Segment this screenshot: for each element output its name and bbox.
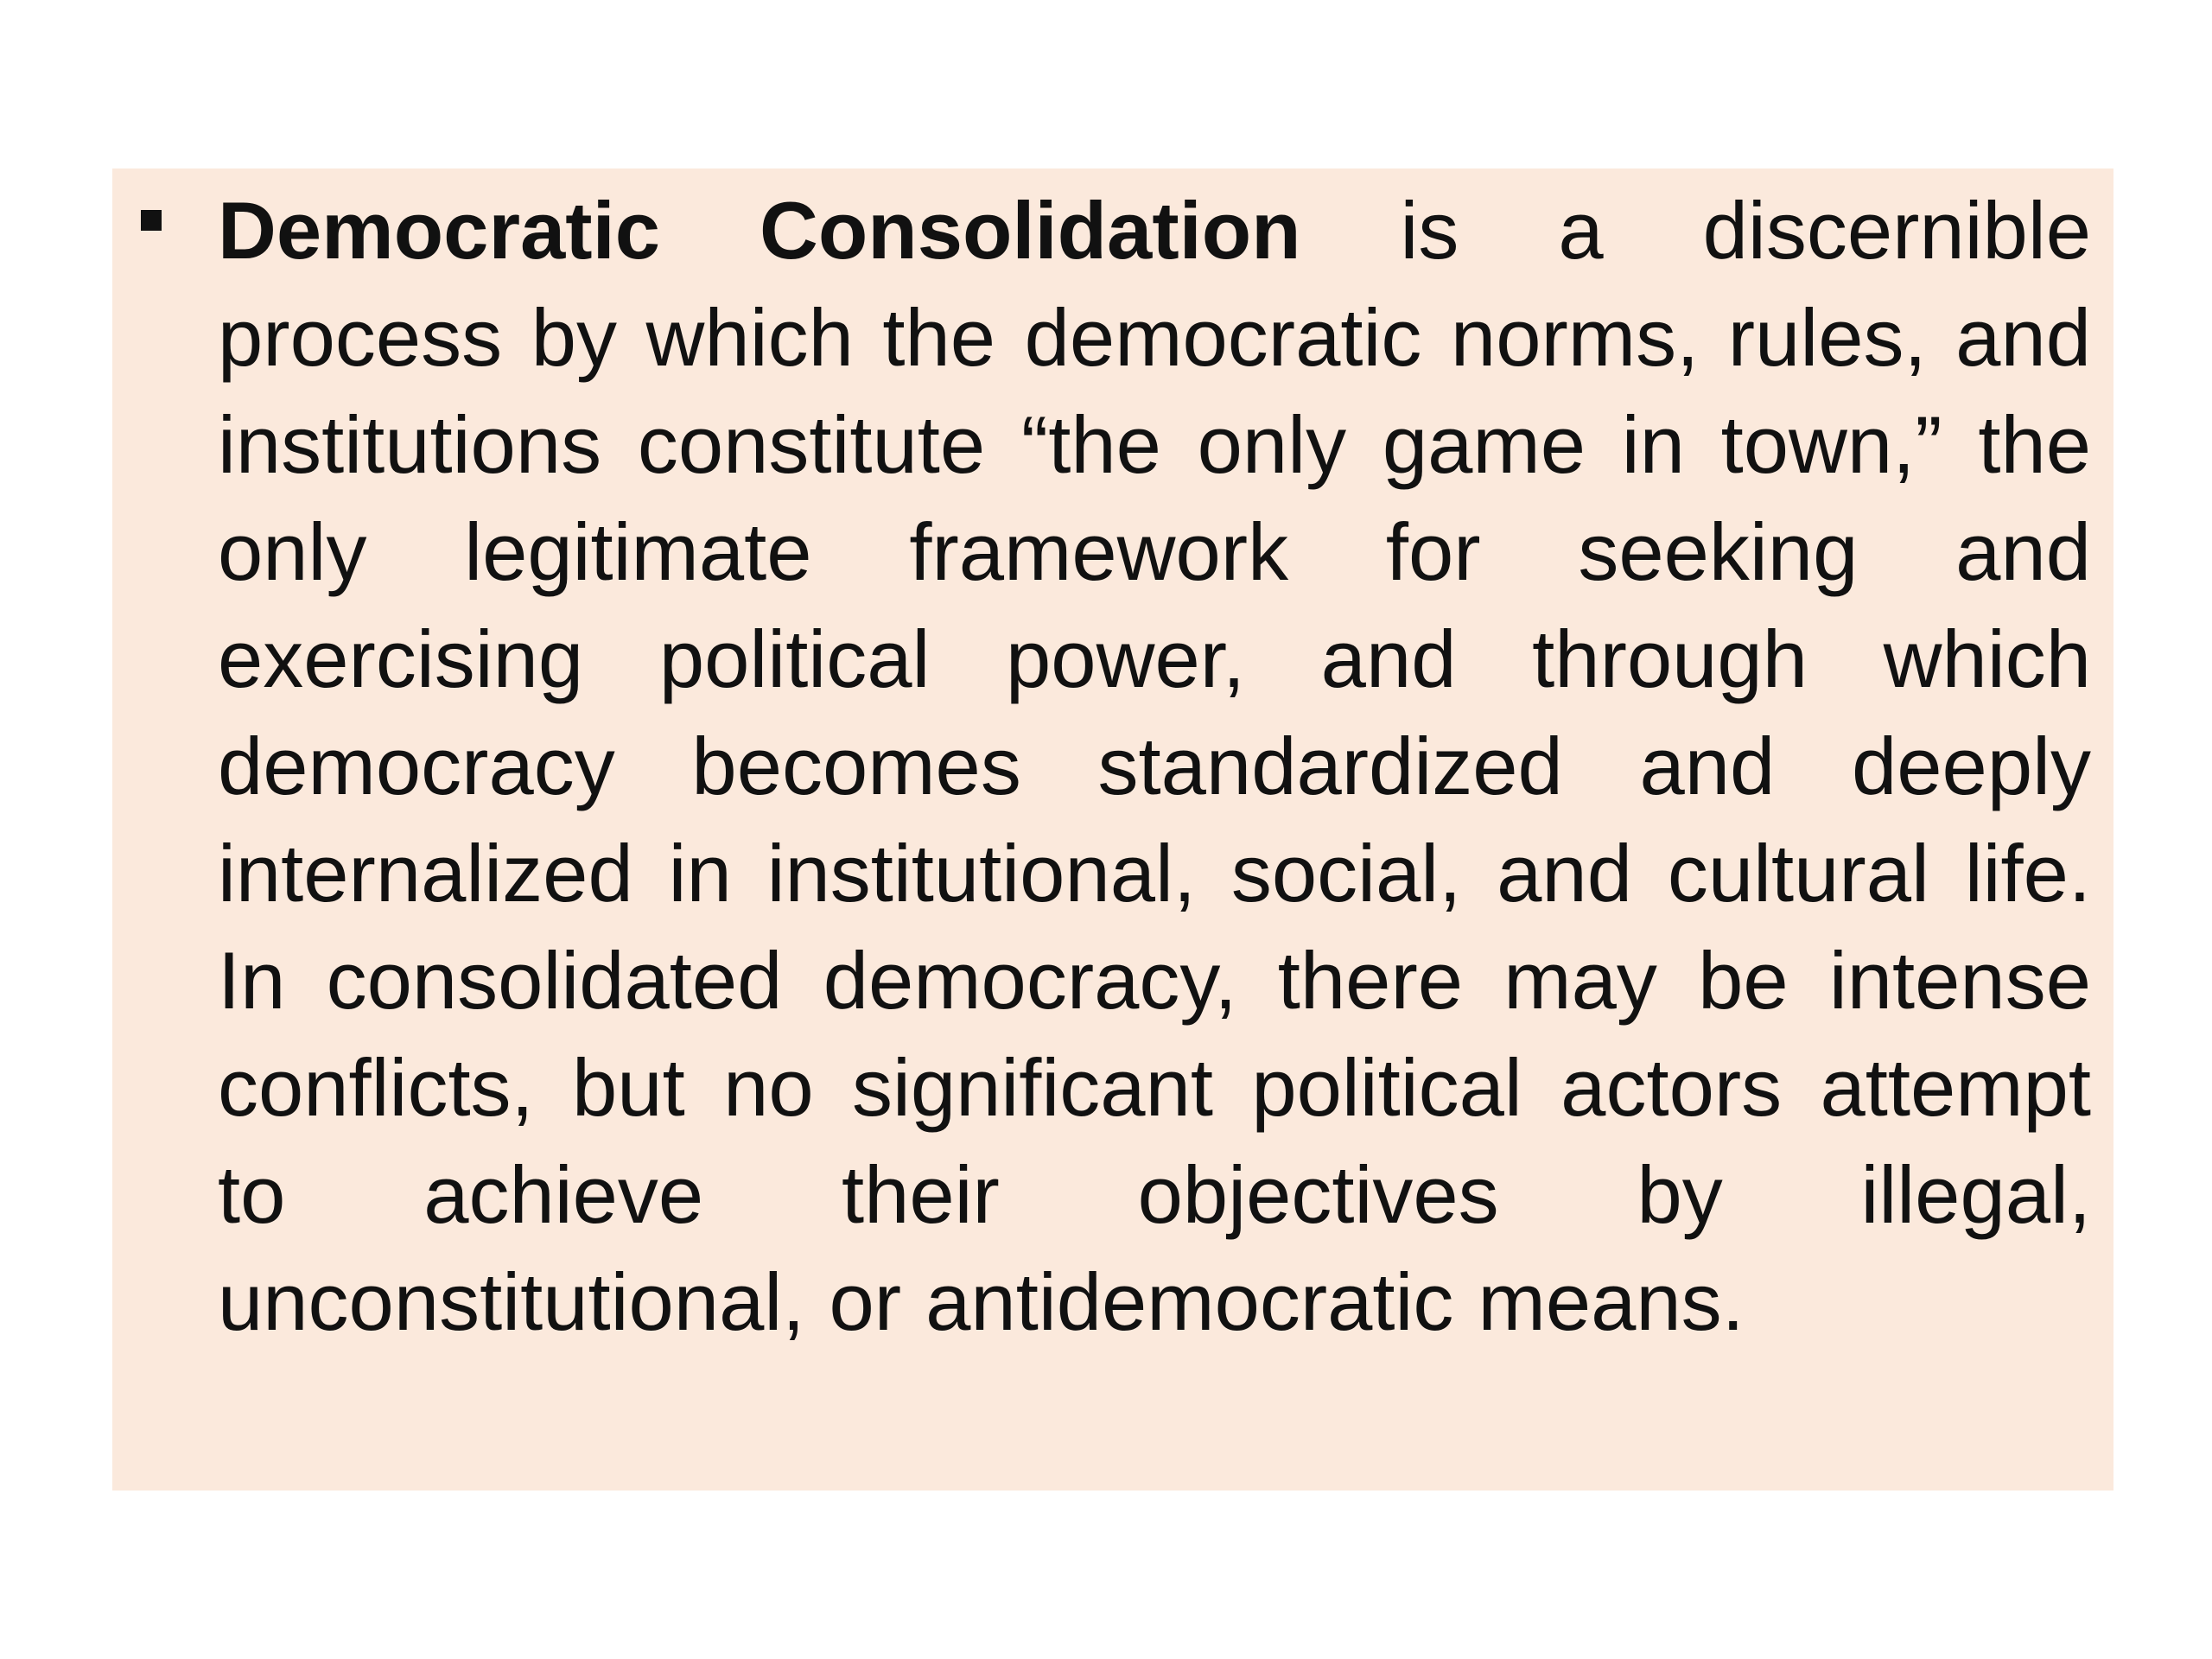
bold-term: Democratic Consolidation [218,185,1301,276]
square-bullet-icon [141,210,162,231]
bullet-paragraph [218,177,2091,1356]
definition-text: is a discernible process by which the democratic norms, rules, and institutions constitute “the only game in town,” the only legitimate framework for seeking and exercising political power, and through which democracy becomes standardized and deeply internalized in institutional, social, and cultural life. In consolidated democracy, there may be intense conflicts, but no significant political actors attempt to achieve their objectives by illegal, unconstitutional, or antidemocratic means. [218,185,2092,1347]
text-box [112,168,2113,1491]
